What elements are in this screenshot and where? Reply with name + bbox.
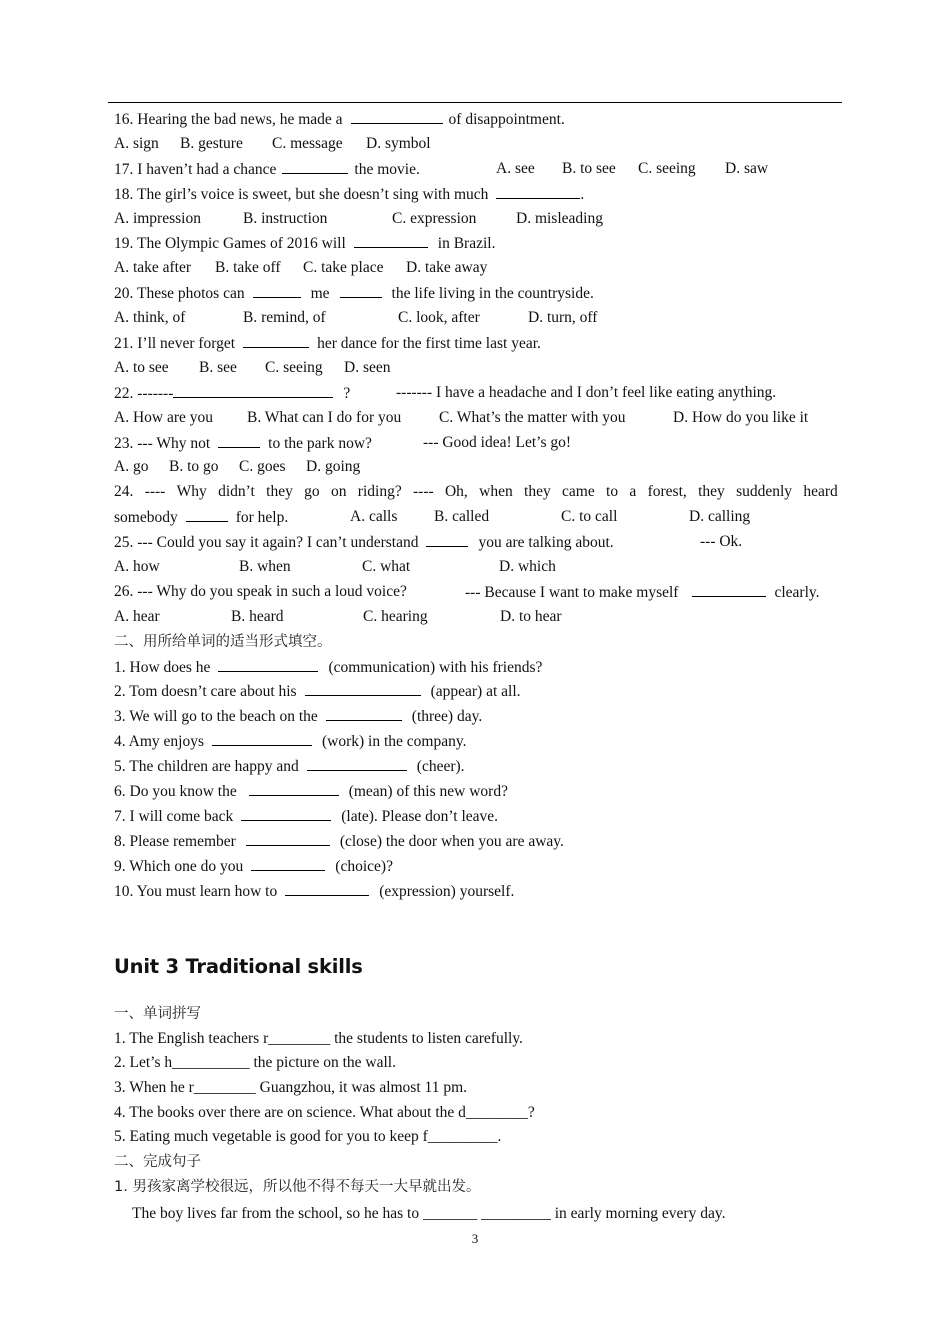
unit-title: Unit 3 Traditional skills bbox=[114, 955, 363, 978]
answer-blank[interactable] bbox=[305, 679, 421, 696]
question-19: 19. The Olympic Games of 2016 will in Brazil. bbox=[114, 231, 842, 256]
answer-blank[interactable] bbox=[326, 704, 402, 721]
fill-item: 3. We will go to the beach on the (three) day. bbox=[114, 704, 842, 729]
options-26: A. hear B. heard C. hearing D. to hear bbox=[114, 607, 562, 625]
answer-blank[interactable] bbox=[282, 157, 348, 174]
options-22: A. How are you B. What can I do for you C. What’s the matter with you D. How do you like it bbox=[114, 408, 809, 426]
section-1-title: 一、单词拼写 bbox=[114, 1006, 201, 1022]
answer-blank[interactable] bbox=[307, 754, 407, 771]
answer-blank[interactable] bbox=[351, 107, 443, 124]
question-22: 22. ------- ? ------- I have a headache and I don’t feel like eating anything. bbox=[114, 381, 842, 406]
answer-blank[interactable] bbox=[285, 879, 369, 896]
multiple-choice-section bbox=[114, 107, 842, 904]
answer-blank[interactable] bbox=[340, 281, 382, 298]
question-23: 23. --- Why not to the park now? --- Good idea! Let’s go! bbox=[114, 431, 842, 456]
spelling-item: 2. Let’s h__________ the picture on the wall. bbox=[114, 1054, 396, 1072]
question-16: 16. Hearing the bad news, he made a of disappointment. bbox=[114, 107, 842, 132]
answer-blank[interactable] bbox=[186, 505, 228, 522]
answer-blank[interactable] bbox=[354, 231, 428, 248]
options-16: A. sign B. gesture C. message D. symbol bbox=[114, 134, 431, 152]
fill-item: 1. How does he (communication) with his friends? bbox=[114, 655, 842, 680]
options-18: A. impression B. instruction C. expression D. misleading bbox=[114, 209, 603, 227]
options-25: A. how B. when C. what D. which bbox=[114, 558, 556, 576]
header-rule bbox=[108, 102, 842, 103]
fill-item: 2. Tom doesn’t care about his (appear) at all. bbox=[114, 679, 842, 704]
options-19: A. take after B. take off C. take place D. take away bbox=[114, 259, 488, 277]
section-2-title: 二、完成句子 bbox=[114, 1154, 201, 1171]
answer-blank[interactable] bbox=[253, 281, 301, 298]
question-18: 18. The girl’s voice is sweet, but she doesn’t sing with much . bbox=[114, 182, 842, 207]
options-21: A. to see B. see C. seeing D. seen bbox=[114, 358, 391, 376]
fill-item: 10. You must learn how to (expression) yourself. bbox=[114, 879, 842, 904]
options-23: A. go B. to go C. goes D. going bbox=[114, 458, 361, 476]
spelling-item: 4. The books over there are on science. What about the d________? bbox=[114, 1103, 535, 1121]
question-20: 20. These photos can me the life living in the countryside. bbox=[114, 281, 842, 306]
answer-blank[interactable] bbox=[218, 655, 318, 672]
spelling-item: 3. When he r________ Guangzhou, it was almost 11 pm. bbox=[114, 1079, 468, 1097]
section-2-title: 二、用所给单词的适当形式填空。 bbox=[114, 633, 332, 650]
answer-blank[interactable] bbox=[173, 381, 333, 398]
fill-item: 6. Do you know the (mean) of this new word? bbox=[114, 779, 842, 804]
answer-blank[interactable] bbox=[496, 182, 580, 199]
question-21: 21. I’ll never forget her dance for the first time last year. bbox=[114, 331, 842, 356]
fill-item: 8. Please remember (close) the door when you are away. bbox=[114, 829, 842, 854]
fill-item: 5. The children are happy and (cheer). bbox=[114, 754, 842, 779]
answer-blank[interactable] bbox=[241, 804, 331, 821]
answer-blank[interactable] bbox=[218, 431, 260, 448]
question-24-cont: somebody for help. A. calls B. called C. to call D. calling bbox=[114, 505, 842, 530]
answer-blank[interactable] bbox=[246, 829, 330, 846]
options-20: A. think, of B. remind, of C. look, after D. turn, off bbox=[114, 309, 598, 327]
spelling-item: 5. Eating much vegetable is good for you to keep f_________. bbox=[114, 1128, 502, 1146]
page-number: 3 bbox=[471, 1231, 479, 1246]
fill-item: 9. Which one do you (choice)? bbox=[114, 854, 842, 879]
answer-blank[interactable] bbox=[692, 580, 766, 597]
unit-3-section bbox=[114, 1002, 842, 1226]
question-24: 24. ---- Why didn’t they go on riding? ---- Oh, when they came to a forest, they suddenly heard bbox=[114, 483, 838, 501]
sentence-1-chinese: 1. 男孩家离学校很远，所以他不得不每天一大早就出发。 bbox=[114, 1178, 481, 1195]
answer-blank[interactable] bbox=[426, 530, 468, 547]
spelling-item: 1. The English teachers r________ the students to listen carefully. bbox=[114, 1029, 523, 1047]
question-26: 26. --- Why do you speak in such a loud voice? --- Because I want to make myself clearly. bbox=[114, 580, 842, 605]
answer-blank[interactable] bbox=[243, 331, 309, 348]
fill-item: 7. I will come back (late). Please don’t leave. bbox=[114, 804, 842, 829]
answer-blank[interactable] bbox=[249, 779, 339, 796]
question-25: 25. --- Could you say it again? I can’t understand you are talking about. --- Ok. bbox=[114, 530, 842, 555]
sentence-1-english: The boy lives far from the school, so he has to _______ _________ in early morning every day. bbox=[132, 1204, 726, 1222]
fill-item: 4. Amy enjoys (work) in the company. bbox=[114, 729, 842, 754]
answer-blank[interactable] bbox=[212, 729, 312, 746]
answer-blank[interactable] bbox=[251, 854, 325, 871]
question-17: 17. I haven’t had a chance the movie. A. see B. to see C. seeing D. saw bbox=[114, 157, 842, 182]
